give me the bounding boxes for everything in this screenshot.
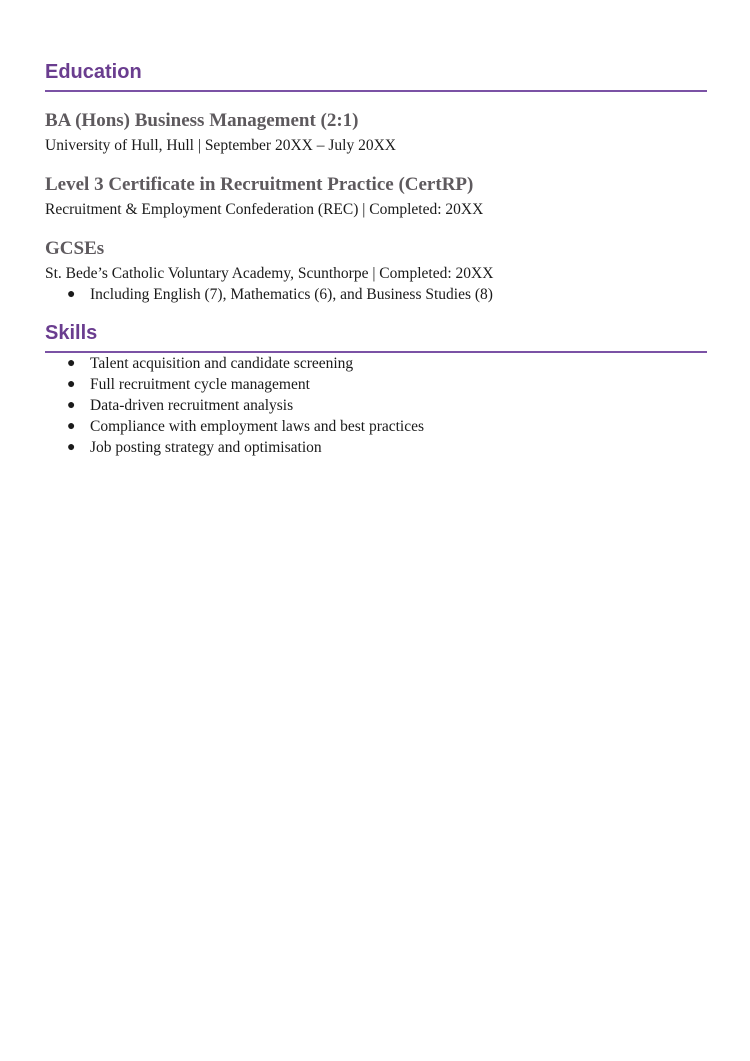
bullet-icon: ● (67, 439, 76, 455)
list-item-text: Compliance with employment laws and best practices (90, 417, 425, 435)
education-section (45, 60, 707, 305)
education-entry (45, 238, 707, 305)
list-item-text: Including English (7), Mathematics (6), and Business Studies (8) (90, 285, 493, 303)
list-item (45, 395, 707, 416)
gcse-bullet-list (45, 284, 707, 305)
gcse-institution: St. Bede’s Catholic Voluntary Academy, Scunthorpe | Completed: 20XX (45, 264, 494, 282)
bullet-icon: ● (67, 418, 76, 434)
skills-heading: Skills (45, 321, 707, 353)
certificate-institution: Recruitment & Employment Confederation (REC) | Completed: 20XX (45, 200, 484, 218)
list-item (45, 353, 707, 374)
education-heading: Education (45, 60, 707, 92)
list-item (45, 374, 707, 395)
skills-bullet-list (45, 353, 707, 458)
resume-page (45, 60, 707, 458)
degree-institution: University of Hull, Hull | September 20XX – July 20XX (45, 136, 396, 154)
list-item (45, 437, 707, 458)
degree-title: BA (Hons) Business Management (2:1) (45, 110, 359, 131)
list-item-text: Talent acquisition and candidate screening (90, 354, 354, 372)
list-item-text: Full recruitment cycle management (90, 375, 310, 393)
skills-section (45, 321, 707, 458)
gcse-title: GCSEs (45, 237, 105, 259)
list-item (45, 416, 707, 437)
bullet-icon: ● (67, 376, 76, 392)
list-item (45, 284, 707, 305)
education-entry (45, 110, 707, 156)
bullet-icon: ● (67, 397, 76, 413)
list-item-text: Data-driven recruitment analysis (90, 396, 294, 414)
certificate-title: Level 3 Certificate in Recruitment Practice (CertRP) (45, 173, 474, 195)
bullet-icon: ● (67, 355, 76, 371)
list-item-text: Job posting strategy and optimisation (90, 438, 322, 456)
education-entry (45, 174, 707, 220)
bullet-icon: ● (67, 286, 76, 302)
